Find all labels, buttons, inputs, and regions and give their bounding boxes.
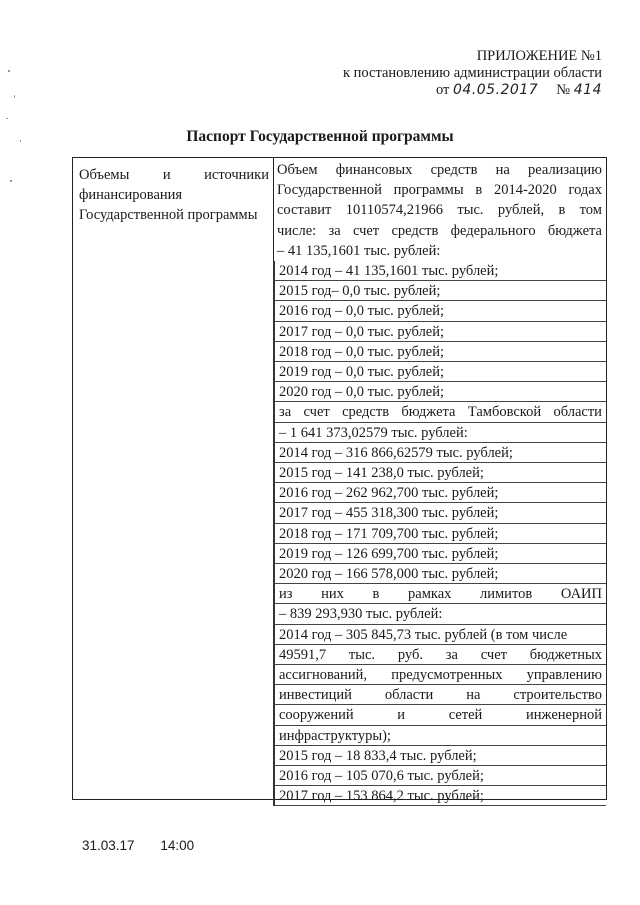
financing-line: инвестиций области на строительство: [273, 685, 606, 705]
financing-line: 2014 год – 305 845,73 тыс. рублей (в том числе: [273, 625, 606, 645]
financing-line: за счет средств бюджета Тамбовской области: [273, 402, 606, 422]
financing-line: 2018 год – 0,0 тыс. рублей;: [273, 342, 606, 362]
financing-line: составит 10110574,21966 тыс. рублей, в том: [277, 202, 602, 219]
financing-line: из них в рамках лимитов ОАИП: [273, 584, 606, 604]
financing-line: – 1 641 373,02579 тыс. рублей:: [273, 423, 606, 443]
financing-line: 2017 год – 153 864,2 тыс. рублей;: [273, 786, 606, 806]
document-title: Паспорт Государственной программы: [186, 128, 454, 145]
financing-line: числе: за счет средств федерального бюджета: [277, 222, 602, 239]
financing-line: Объем финансовых средств на реализацию: [277, 162, 602, 178]
passport-table: [72, 157, 607, 805]
financing-line: 2020 год – 166 578,000 тыс. рублей;: [273, 564, 606, 584]
financing-line: 2014 год – 316 866,62579 тыс. рублей;: [273, 443, 606, 463]
financing-line: инфраструктуры);: [273, 726, 606, 746]
financing-line: – 41 135,1601 тыс. рублей:: [277, 242, 441, 259]
financing-line: 2019 год – 0,0 тыс. рублей;: [273, 362, 606, 382]
financing-line: ассигнований, предусмотренных управлению: [273, 665, 606, 685]
financing-line: 2016 год – 0,0 тыс. рублей;: [273, 301, 606, 321]
financing-line: 2016 год – 105 070,6 тыс. рублей;: [273, 766, 606, 786]
financing-line: 2018 год – 171 709,700 тыс. рублей;: [273, 524, 606, 544]
financing-line: 2014 год – 41 135,1601 тыс. рублей;: [273, 261, 606, 281]
footer-date: 31.03.17: [82, 838, 135, 853]
footer-timestamp: [82, 838, 216, 853]
financing-line: 49591,7 тыс. руб. за счет бюджетных: [273, 645, 606, 665]
financing-line: сооружений и сетей инженерной: [273, 705, 606, 725]
financing-line: 2015 год – 141 238,0 тыс. рублей;: [273, 463, 606, 483]
financing-line: 2017 год – 0,0 тыс. рублей;: [273, 322, 606, 342]
handwritten-number: 414: [573, 82, 602, 98]
document-header: [330, 48, 602, 99]
financing-line: 2015 год– 0,0 тыс. рублей;: [273, 281, 606, 301]
financing-line: Государственной программы в 2014-2020 годах: [277, 182, 602, 199]
footer-time: 14:00: [160, 838, 195, 853]
financing-line: 2015 год – 18 833,4 тыс. рублей;: [273, 746, 606, 766]
financing-line: 2020 год – 0,0 тыс. рублей;: [273, 382, 606, 402]
appendix-label: ПРИЛОЖЕНИЕ №1: [476, 48, 602, 64]
financing-line: – 839 293,930 тыс. рублей:: [273, 604, 606, 624]
handwritten-date: 04.05.2017: [453, 82, 539, 98]
resolution-reference: к постановлению администрации области: [342, 65, 602, 81]
financing-line: 2016 год – 262 962,700 тыс. рублей;: [273, 483, 606, 503]
financing-line: 2017 год – 455 318,300 тыс. рублей;: [273, 503, 606, 523]
financing-line: 2019 год – 126 699,700 тыс. рублей;: [273, 544, 606, 564]
date-number-line: от 04.05.2017 № 414: [435, 82, 602, 98]
left-cell-label: Объемы и источники финансирования Государственной программы: [79, 167, 269, 223]
